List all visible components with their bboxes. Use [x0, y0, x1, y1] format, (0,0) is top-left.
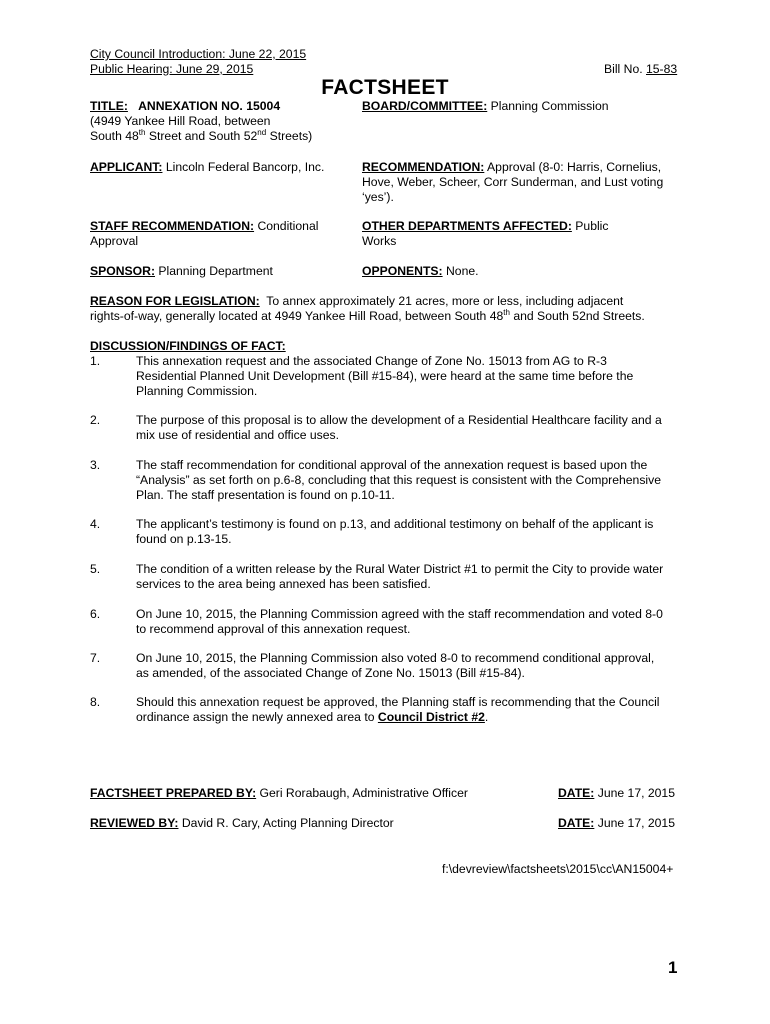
title-value: ANNEXATION NO. 15004	[138, 99, 281, 113]
finding-number: 3.	[90, 458, 101, 472]
prepared-by	[90, 786, 468, 801]
prepared-value: Geri Rorabaugh, Administrative Officer	[259, 786, 468, 800]
opponents	[362, 264, 479, 279]
sponsor-value: Planning Department	[158, 264, 273, 278]
finding-text: The staff recommendation for conditional approval of the annexation request is based upon the “Analysis” as set forth on p.6-8, concluding that this request is consistent with the Comprehensive Plan. The staff presentation is found on p.10-11.	[136, 458, 662, 502]
other-departments-label: OTHER DEPARTMENTS AFFECTED:	[362, 219, 572, 233]
other-departments: OTHER DEPARTMENTS AFFECTED: Public Works	[362, 219, 609, 248]
discussion-heading: DISCUSSION/FINDINGS OF FACT:	[90, 339, 286, 353]
reason-label: REASON FOR LEGISLATION:	[90, 294, 260, 308]
opponents-label: OPPONENTS:	[362, 264, 443, 278]
finding-text: Should this annexation request be approved, the Planning staff is recommending that the Council ordinance assign the newly annexed area to Council District #2.	[136, 695, 660, 724]
finding-text: The purpose of this proposal is to allow the development of a Residential Healthcare facility and a mix use of residential and office uses.	[136, 413, 662, 442]
finding-number: 7.	[90, 651, 101, 665]
finding-text: This annexation request and the associated Change of Zone No. 15013 from AG to R-3 Residential Planned Unit Development (Bill #15-84), were heard at the same time before the Planning Commission.	[136, 354, 634, 398]
prepared-label: FACTSHEET PREPARED BY:	[90, 786, 257, 800]
finding-number: 8.	[90, 695, 101, 709]
finding-number: 6.	[90, 607, 101, 621]
council-district: Council District #2	[377, 710, 485, 724]
staff-recommendation: STAFF RECOMMENDATION: Conditional Approval	[90, 219, 319, 248]
applicant	[90, 160, 324, 175]
title-location-line: (4949 Yankee Hill Road, between	[90, 114, 271, 128]
recommendation: RECOMMENDATION: Approval (8-0: Harris, Cornelius, Hove, Weber, Scheer, Corr Sunderman, and Lust voting ‘yes’).	[362, 160, 664, 204]
prepared-date: DATE: June 17, 2015	[558, 786, 675, 800]
bill-number	[604, 62, 677, 77]
finding-text: The condition of a written release by the Rural Water District #1 to permit the City to provide water services to the area being annexed has been satisfied.	[136, 562, 664, 591]
reviewed-date: DATE: June 17, 2015	[558, 816, 675, 830]
board-label: BOARD/COMMITTEE:	[362, 99, 488, 113]
bill-value: 15-83	[646, 62, 678, 76]
finding-text: The applicant’s testimony is found on p.13, and additional testimony on behalf of the applicant is found on p.13-15.	[136, 517, 654, 546]
recommendation-label: RECOMMENDATION:	[362, 160, 485, 174]
staff-recommendation-label: STAFF RECOMMENDATION:	[90, 219, 255, 233]
reviewed-by	[90, 816, 394, 831]
reviewed-value: David R. Cary, Acting Planning Director	[181, 816, 394, 830]
council-introduction-date: City Council Introduction: June 22, 2015	[90, 47, 307, 61]
title-label: TITLE:	[90, 99, 128, 113]
title-block	[90, 99, 350, 144]
opponents-value: None.	[445, 264, 479, 278]
page-number: 1	[668, 958, 678, 977]
finding-text: On June 10, 2015, the Planning Commission agreed with the staff recommendation and voted 8-0 to recommend approval of this annexation request.	[136, 607, 663, 636]
board-value: Planning Commission	[490, 99, 609, 113]
applicant-value: Lincoln Federal Bancorp, Inc.	[165, 160, 325, 174]
reviewed-label: REVIEWED BY:	[90, 816, 179, 830]
sponsor-label: SPONSOR:	[90, 264, 156, 278]
reason-for-legislation: REASON FOR LEGISLATION: To annex approximately 21 acres, more or less, including adjacent rights-of-way, generally located at 4949 Yankee Hill Road, between South 48th and South 52nd Streets.	[90, 294, 645, 323]
title-streets-line: South 48th Street and South 52nd Streets)	[90, 127, 313, 143]
board-committee	[362, 99, 609, 114]
document-title: FACTSHEET	[321, 76, 449, 99]
public-hearing-date: Public Hearing: June 29, 2015	[90, 62, 254, 76]
finding-number: 4.	[90, 517, 101, 531]
file-path: f:\devreview\factsheets\2015\cc\AN15004+	[442, 862, 674, 876]
finding-text: On June 10, 2015, the Planning Commission also voted 8-0 to recommend conditional approval, as amended, of the associated Change of Zone No. 15013 (Bill #15-84).	[136, 651, 655, 680]
bill-label: Bill No.	[604, 62, 643, 76]
finding-number: 5.	[90, 562, 101, 576]
sponsor	[90, 264, 273, 279]
finding-number: 2.	[90, 413, 101, 427]
finding-number: 1.	[90, 354, 101, 368]
applicant-label: APPLICANT:	[90, 160, 163, 174]
